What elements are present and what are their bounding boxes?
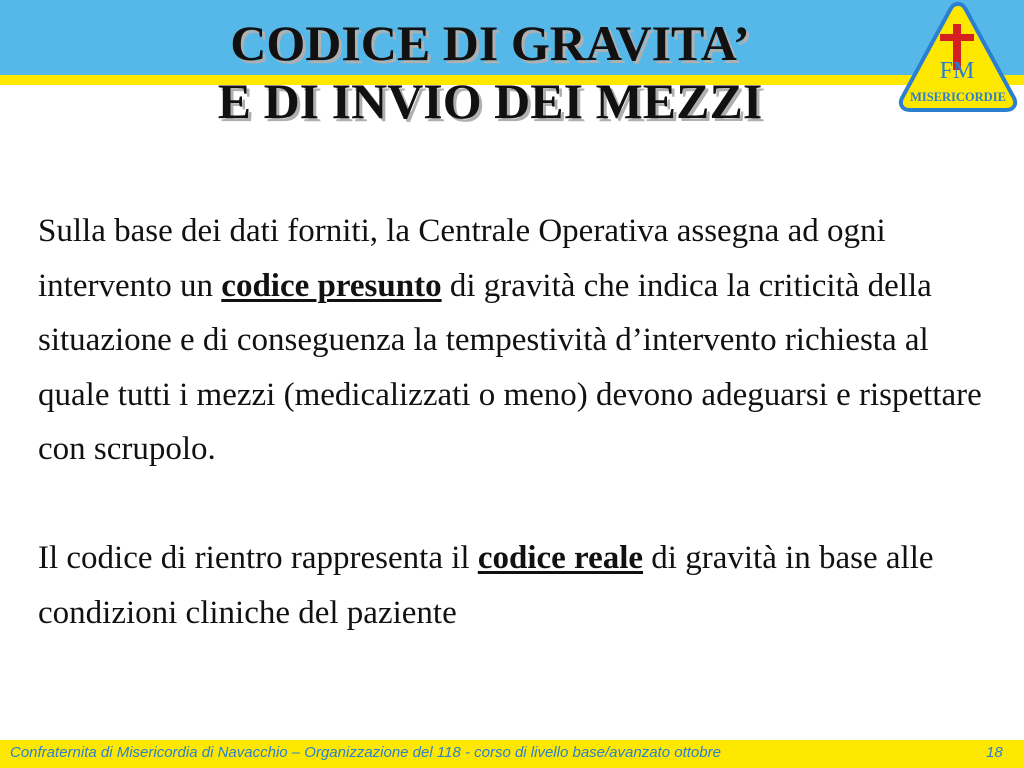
paragraph-codice-presunto — [38, 204, 988, 477]
p1-text-start: Sulla base dei dati forniti, la Centrale Operativa assegna ad ogni intervento un — [38, 213, 886, 304]
paragraph-codice-reale — [38, 531, 988, 640]
title-line-2: E DI INVIO DEI MEZZI — [217, 73, 763, 129]
logo-text: MISERICORDIE — [910, 90, 1006, 104]
slide-body — [38, 204, 988, 640]
title-line-1: CODICE DI GRAVITA’ — [230, 15, 750, 71]
logo-cross-horizontal — [940, 34, 974, 41]
p1-text-end: di gravità che indica la criticità della situazione e di conseguenza la tempestività d’intervento richiesta al quale tutti i mezzi (medicalizzati o meno) devono adeguarsi e rispettare con scrupolo. — [38, 267, 982, 467]
codice-reale-emphasis: codice reale — [477, 540, 644, 576]
slide-title — [0, 14, 980, 130]
page-number: 18 — [986, 744, 1003, 761]
logo-letters: FM — [939, 58, 975, 84]
footer-bar — [0, 740, 1024, 768]
footer-text: Confraternita di Misericordia di Navacchio – Organizzazione del 118 - corso di livello base/avanzato ottobre — [10, 744, 721, 761]
codice-presunto-emphasis: codice presunto — [221, 267, 442, 304]
misericordie-logo-icon — [896, 0, 1020, 118]
p2-text-start: Il codice di rientro rappresenta il — [38, 540, 478, 576]
p2-text-end: di gravità in base alle condizioni cliniche del paziente — [38, 540, 934, 631]
